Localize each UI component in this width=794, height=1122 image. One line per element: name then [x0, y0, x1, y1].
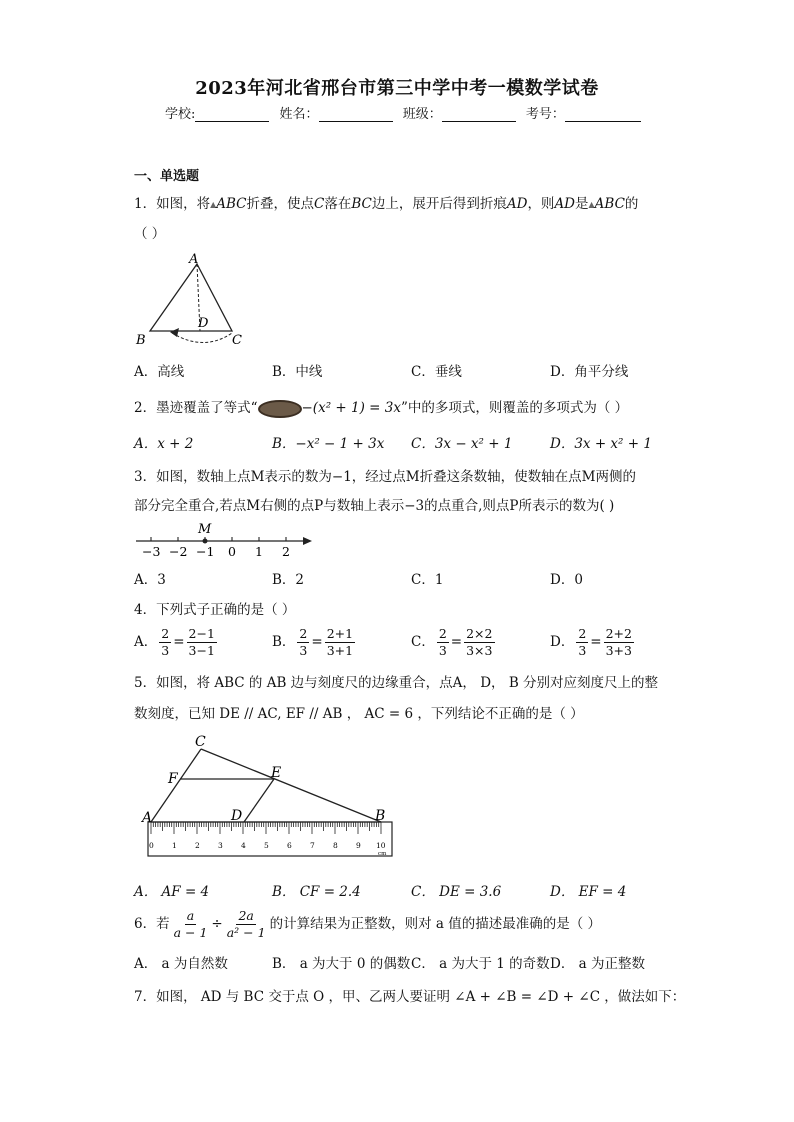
- svg-text:9: 9: [356, 841, 361, 850]
- q2-option-b[interactable]: B．−x² − 1 + 3x: [272, 436, 385, 452]
- svg-text:7: 7: [310, 841, 315, 850]
- q1-fold-arc: [172, 333, 232, 343]
- q1-text: ，则: [527, 196, 555, 212]
- q4-option-label: C．: [411, 634, 435, 650]
- q1-var: AD: [506, 196, 528, 212]
- q1-var: AD: [554, 196, 576, 212]
- q5-option-d[interactable]: D． EF = 4: [550, 884, 627, 900]
- q3-tick-label: 2: [282, 544, 290, 559]
- q3-axis-arrow: [303, 537, 312, 545]
- q4-option-label: B．: [272, 634, 296, 650]
- q5-label-f: F: [168, 771, 178, 787]
- svg-text:0: 0: [149, 841, 154, 850]
- q3-option-d[interactable]: D．0: [550, 572, 583, 588]
- q5-geometry: [151, 749, 381, 822]
- q7-stem: 7．如图， AD 与 BC 交于点 O ，甲、乙两人要证明 ∠A + ∠B = ∠D + ∠C ，做法如下：: [134, 989, 686, 1005]
- svg-text:5: 5: [264, 841, 269, 850]
- svg-text:10: 10: [376, 841, 386, 850]
- q4-option-b[interactable]: B． $\frac{2}{3}$ = $\frac{2+1}{3+1}$: [272, 626, 354, 658]
- q2-option-d[interactable]: D．3x + x² + 1: [550, 436, 652, 452]
- svg-text:8: 8: [333, 841, 338, 850]
- name-field[interactable]: [319, 107, 393, 122]
- q3-stem-line2: 部分完全重合,若点M右侧的点P与数轴上表示−3的点重合,则点P所表示的数为( ): [134, 498, 615, 514]
- q5-ruler: [148, 822, 392, 856]
- q6-option-d[interactable]: D． a 为正整数: [550, 956, 645, 972]
- q2-expression: −(x² + 1) = 3x: [301, 400, 401, 416]
- q1-text: 1．如图，将: [134, 196, 211, 212]
- q5-label-b: B: [375, 808, 386, 824]
- class-label: 班级：: [402, 107, 442, 122]
- q1-stem: [134, 192, 638, 212]
- q2-stem: [134, 396, 628, 418]
- q1-var: BC: [351, 196, 372, 212]
- q3-label-m: M: [198, 522, 212, 537]
- ink-blot-icon: [258, 400, 302, 418]
- q1-var: ABC: [216, 196, 247, 212]
- q5-stem-line2: 数刻度，已知 DE // AC, EF // AB ， AC = 6 ，下列结论不正确的是（ ）: [134, 706, 584, 722]
- q3-option-c[interactable]: C．1: [411, 572, 444, 588]
- q5-option-c[interactable]: C． DE = 3.6: [411, 884, 502, 900]
- q2-text: ”中的多项式，则覆盖的多项式为（ ）: [400, 400, 629, 416]
- svg-text:1: 1: [172, 841, 177, 850]
- q1-var: C: [314, 196, 325, 212]
- q6-divide: ÷: [211, 916, 223, 932]
- q6-stem: 6．若 $\frac{a}{a - 1}$ ÷ $\frac{2a}{\text{a² − 1}}$ 的计算结果为正整数，则对 a 值的描述最准确的是（ ）: [134, 908, 601, 940]
- q1-label-c: C: [232, 333, 242, 348]
- q1-label-b: B: [136, 333, 146, 348]
- q5-label-c: C: [195, 734, 206, 750]
- q5-option-a[interactable]: A． AF = 4: [134, 884, 210, 900]
- name-label: 姓名：: [279, 107, 319, 122]
- svg-text:2: 2: [195, 841, 200, 850]
- svg-text:4: 4: [241, 841, 246, 850]
- svg-text:3: 3: [218, 841, 223, 850]
- q3-tick-label: −2: [169, 544, 188, 559]
- q1-option-a[interactable]: A．高线: [134, 364, 185, 380]
- q1-paren: （ ）: [134, 226, 166, 242]
- q4-option-label: D．: [550, 634, 575, 650]
- page-title: 2023年河北省邢台市第三中学中考一模数学试卷: [195, 78, 599, 99]
- q3-option-b[interactable]: B．2: [272, 572, 305, 588]
- q3-tick-label: 1: [255, 544, 263, 559]
- q1-text: 落在: [324, 196, 352, 212]
- triangle-icon: ▲: [210, 200, 217, 209]
- student-info-line: [165, 103, 647, 122]
- triangle-icon: ▲: [588, 200, 595, 209]
- q3-number-line: [132, 518, 317, 560]
- q6-option-b[interactable]: B． a 为大于 0 的偶数: [272, 956, 411, 972]
- q5-label-a: A: [142, 810, 153, 826]
- q1-triangle: [150, 264, 232, 331]
- q1-option-b[interactable]: B．中线: [272, 364, 323, 380]
- q5-label-e: E: [271, 765, 282, 781]
- q4-option-a[interactable]: A． $\frac{2}{3}$ = $\frac{2-1}{3-1}$: [134, 626, 215, 658]
- q4-option-label: A．: [134, 634, 158, 650]
- q3-tick-label: −3: [142, 544, 161, 559]
- q1-text: 是: [575, 196, 589, 212]
- q1-text: 的: [624, 196, 639, 212]
- class-field[interactable]: [442, 107, 516, 122]
- q1-label-d: D: [198, 316, 209, 331]
- q1-option-d[interactable]: D．角平分线: [550, 364, 629, 380]
- q4-option-d[interactable]: D． $\frac{2}{3}$ = $\frac{2+2}{3+3}$: [550, 626, 632, 658]
- q1-text: 边上，展开后得到折痕: [371, 196, 507, 212]
- q2-option-a[interactable]: A．x + 2: [134, 436, 194, 452]
- q6-text: 6．若: [134, 916, 170, 932]
- q1-figure: [132, 252, 252, 348]
- svg-text:6: 6: [287, 841, 292, 850]
- school-field[interactable]: [195, 107, 269, 122]
- q1-text: 折叠，使点: [246, 196, 314, 212]
- q4-stem: 4．下列式子正确的是（ ）: [134, 602, 296, 618]
- q3-tick-label: −1: [196, 544, 215, 559]
- q1-var: ABC: [594, 196, 625, 212]
- svg-text:cm: cm: [378, 851, 387, 857]
- school-label: 学校:: [165, 107, 196, 122]
- q1-option-c[interactable]: C．垂线: [411, 364, 462, 380]
- q3-stem-line1: 3．如图，数轴上点M表示的数为−1，经过点M折叠这条数轴，使数轴在点M两侧的: [134, 469, 636, 485]
- q5-label-d: D: [231, 808, 243, 824]
- q4-option-c[interactable]: C． $\frac{2}{3}$ = $\frac{2\times 2}{3\times 3}$: [411, 626, 493, 658]
- section-heading: 一、单选题: [134, 169, 200, 184]
- q5-stem-line1: 5．如图，将 ABC 的 AB 边与刻度尺的边缘重合，点A， D， B 分别对应刻度尺上的整: [134, 675, 659, 691]
- q1-label-a: A: [189, 252, 199, 267]
- number-label: 考号：: [525, 107, 565, 122]
- q6-text: 的计算结果为正整数，则对 a 值的描述最准确的是（ ）: [269, 916, 601, 932]
- q3-point-m: [203, 539, 208, 544]
- q2-text: 2．墨迹覆盖了等式“: [134, 400, 258, 416]
- q5-option-b[interactable]: B． CF = 2.4: [272, 884, 361, 900]
- q3-option-a[interactable]: A．3: [134, 572, 166, 588]
- q5-figure: [138, 732, 396, 860]
- q6-option-c[interactable]: C． a 为大于 1 的奇数: [411, 956, 550, 972]
- number-field[interactable]: [565, 107, 641, 122]
- q6-option-a[interactable]: A． a 为自然数: [134, 956, 228, 972]
- q2-option-c[interactable]: C．3x − x² + 1: [411, 436, 513, 452]
- q3-tick-label: 0: [228, 544, 236, 559]
